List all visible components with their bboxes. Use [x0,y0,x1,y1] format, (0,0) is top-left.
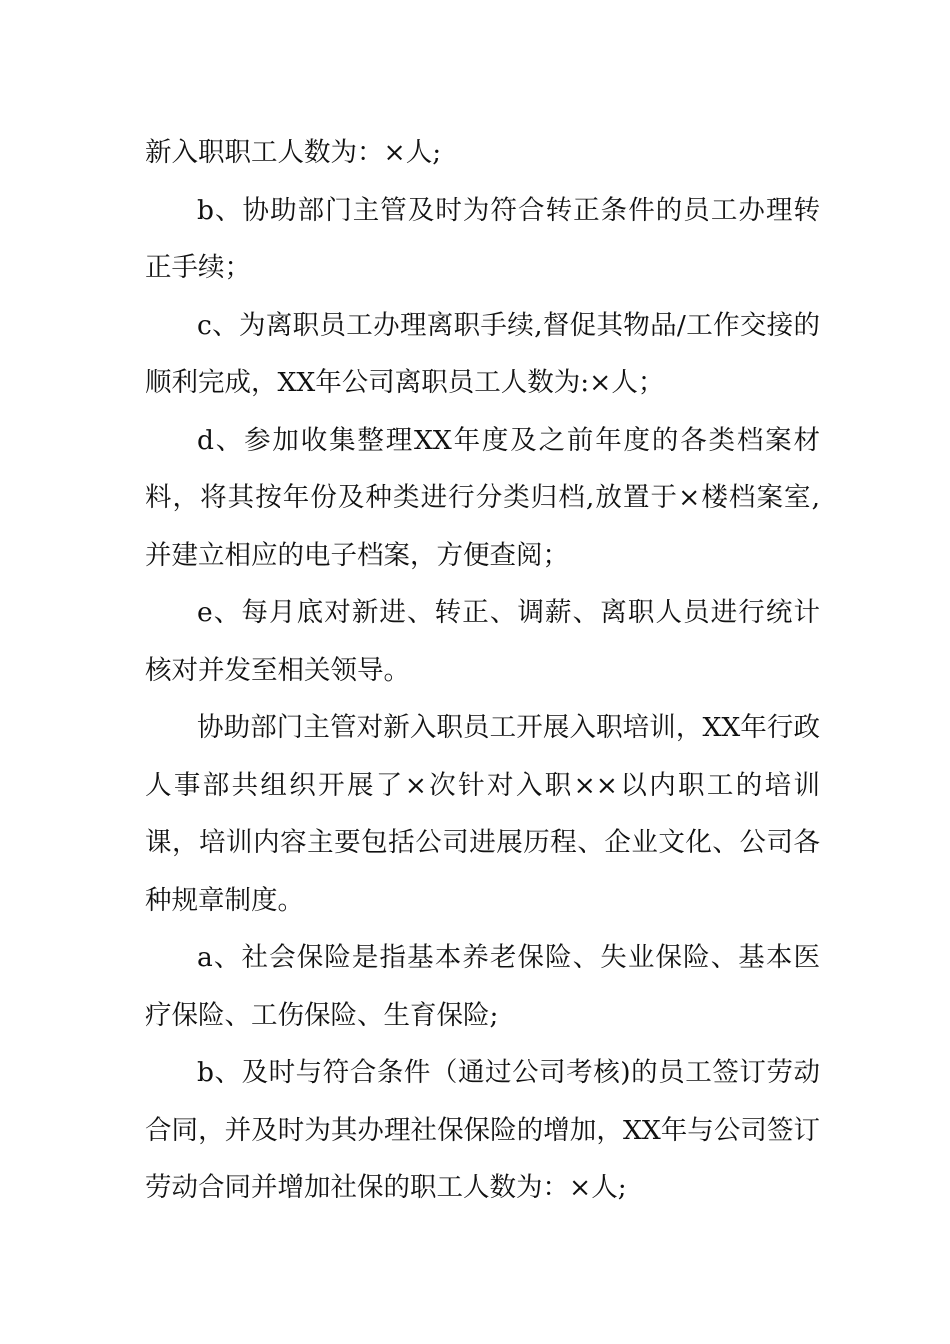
paragraph-item-c-resignation: c、为离职员工办理离职手续,督促其物品/工作交接的顺利完成，XX年公司离职员工人数为:×人； [145,309,820,398]
paragraph-new-hire-count: 新入职职工人数为：×人; [145,137,442,168]
paragraph-item-b-labor-contract: b、及时与符合条件（通过公司考核)的员工签订劳动合同，并及时为其办理社保保险的增加，XX年与公司签订劳动合同并增加社保的职工人数为：×人; [145,1057,820,1203]
paragraph-onboarding-training: 协助部门主管对新入职员工开展入职培训，XX年行政人事部共组织开展了×次针对入职××以内职工的培训课，培训内容主要包括公司进展历程、企业文化、公司各种规章制度。 [145,712,820,916]
paragraph-item-a-social-insurance: a、社会保险是指基本养老保险、失业保险、基本医疗保险、工伤保险、生育保险; [145,942,820,1031]
paragraph-item-e-monthly-statistics: e、每月底对新进、转正、调薪、离职人员进行统计核对并发至相关领导。 [145,597,820,686]
paragraph-item-d-archives: d、参加收集整理XX年度及之前年度的各类档案材料，将其按年份及种类进行分类归档,放置于×楼档案室,并建立相应的电子档案，方便查阅； [145,424,820,571]
paragraph-item-b-regularization: b、协助部门主管及时为符合转正条件的员工办理转正手续； [145,194,820,283]
document-body [145,124,820,1217]
